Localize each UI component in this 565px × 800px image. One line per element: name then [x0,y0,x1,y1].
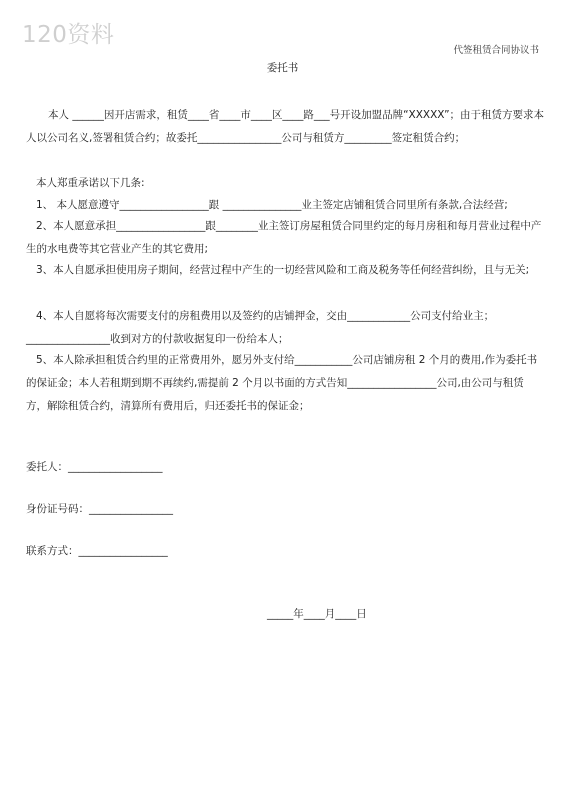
commitment-item-5: 5、本人除承担租赁合约里的正常费用外，愿另外支付给___________公司店铺房租 2 个月的费用,作为委托书的保证金；本人若租期到期不再续约,需提前 2 个月以书面的方式告知_________________公司,由公司与租赁方，解除租赁合约，清算所有费用后，归还委托书的保证金； [26,354,538,412]
commitment-item-3: 3、本人自愿承担使用房子期间，经营过程中产生的一切经营风险和工商及税务等任何经营纠纷，且与无关; [36,264,530,276]
watermark: 120资料 [22,22,115,48]
contact-field: 联系方式：_________________ [26,545,168,557]
id-number-field: 身份证号码：________________ [26,503,173,515]
document-label: 代签租赁合同协议书 [453,45,539,56]
promise-heading: 本人郑重承诺以下几条: [36,177,145,189]
principal-signature-field: 委托人：__________________ [26,461,163,473]
commitment-item-4: 4、本人自愿将每次需要支付的房租费用以及签约的店铺押金，交由____________公司支付给业主；________________收到对方的付款收据复印一份给本人； [26,310,495,345]
intro-paragraph: 本人 ______因开店需求，租赁____省____市____区____路___号开设加盟品牌“XXXXX”；由于租赁方要求本人以公司名义,签署租赁合约；故委托________________公司与租赁方_________签定租赁合约； [26,109,545,144]
commitment-item-2: 2、本人愿意承担_________________跟________业主签订房屋租赁合同里约定的每月房租和每月营业过程中产生的水电费等其它营业产生的其它费用; [26,220,542,255]
document-title: 委托书 [266,62,299,74]
commitment-item-1: 1、 本人愿意遵守_________________跟 _______________业主签定店铺租赁合同里所有条款,合法经营; [36,199,508,211]
date-field: _____年____月____日 [267,608,367,620]
